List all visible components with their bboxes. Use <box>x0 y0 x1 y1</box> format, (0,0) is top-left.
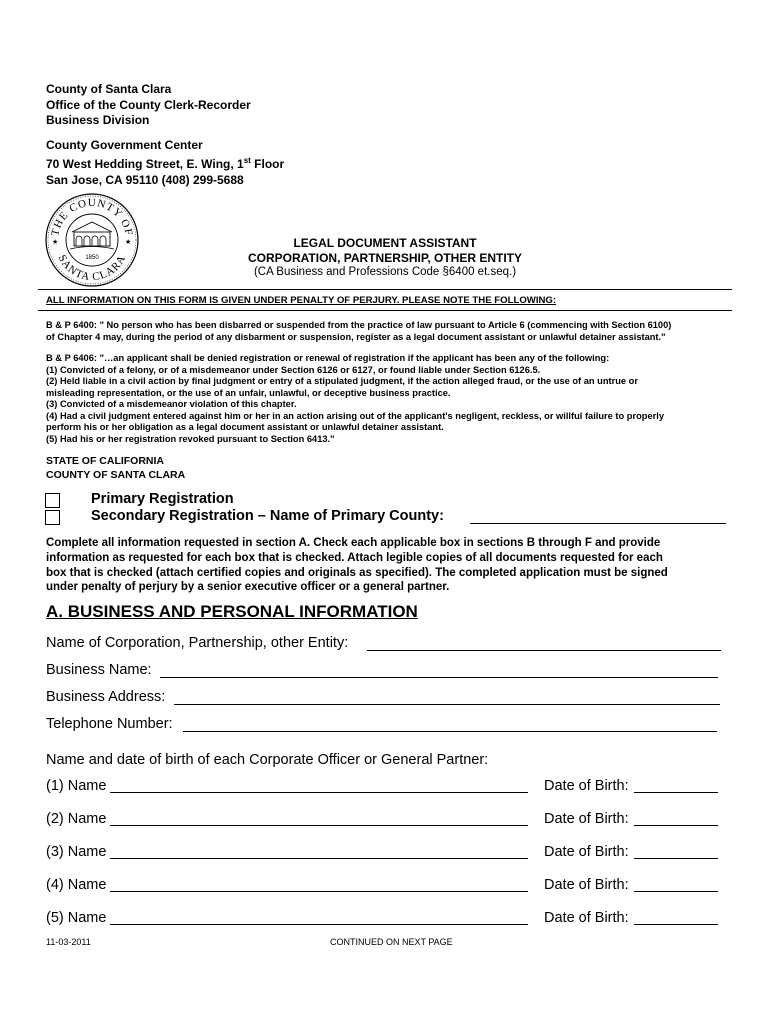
officer-dob-input[interactable] <box>634 924 718 925</box>
divider-top <box>38 289 732 290</box>
officer-dob-label: Date of Birth: <box>544 778 629 794</box>
business-address-label: Business Address: <box>46 689 166 705</box>
officer-name-input[interactable] <box>110 858 528 859</box>
section-a-title: BUSINESS AND PERSONAL INFORMATION <box>63 602 418 621</box>
county-name: County of Santa Clara <box>46 82 172 96</box>
section-a-letter: A. <box>46 602 63 621</box>
state-label: STATE OF CALIFORNIA <box>46 455 165 467</box>
telephone-label: Telephone Number: <box>46 716 173 732</box>
office-address-block <box>46 82 284 188</box>
officer-row <box>0 843 770 873</box>
seal-top-text: THE COUNTY OF <box>49 196 135 238</box>
corp-name-input[interactable] <box>367 650 721 651</box>
officer-name-input[interactable] <box>110 891 528 892</box>
officer-row <box>0 909 770 939</box>
code-reference: (CA Business and Professions Code §6400 et.seq.) <box>253 266 517 278</box>
officer-name-label: (2) Name <box>46 811 107 827</box>
business-name-label: Business Name: <box>46 662 152 678</box>
form-title-line2: CORPORATION, PARTNERSHIP, OTHER ENTITY <box>247 251 523 265</box>
officer-dob-label: Date of Birth: <box>544 844 629 860</box>
officer-name-label: (4) Name <box>46 877 107 893</box>
officer-dob-input[interactable] <box>634 792 718 793</box>
officer-name-input[interactable] <box>110 924 528 925</box>
officer-dob-label: Date of Birth: <box>544 811 629 827</box>
officer-name-input[interactable] <box>110 792 528 793</box>
officer-row <box>0 777 770 807</box>
division-name: Business Division <box>46 113 150 127</box>
svg-text:★: ★ <box>125 239 132 246</box>
continued-notice: CONTINUED ON NEXT PAGE <box>330 937 453 947</box>
secondary-registration-label: Secondary Registration – Name of Primary County: <box>91 508 444 524</box>
section-a-heading <box>46 602 418 622</box>
officer-name-input[interactable] <box>110 825 528 826</box>
office-name: Office of the County Clerk-Recorder <box>46 97 251 112</box>
secondary-registration-checkbox[interactable] <box>45 510 60 525</box>
center-name: County Government Center <box>46 137 203 152</box>
officer-row <box>0 810 770 840</box>
officer-dob-label: Date of Birth: <box>544 910 629 926</box>
form-revision-date: 11-03-2011 <box>46 937 91 947</box>
officer-dob-input[interactable] <box>634 858 718 859</box>
seal-bottom-text: SANTA CLARA <box>55 252 129 284</box>
svg-text:THE COUNTY OF <box>49 197 135 237</box>
bp6406-text: B & P 6406: "…an applicant shall be denied registration or renewal of registration if the applicant has been any of the following: (1) Convicted of a felony, or of a misdemeanor under Section 6126 or 6127, or found liable under Section 6126.5. (2) Held liable in a civil action by final judgment or entry of a stipulated judgment, if the action alleged fraud, or the use of an untrue or misleading representation, or the use of an unfair, unlawful, or deceptive business practice. (3) Convicted of a misdemeanor violation of this chapter. (4) Had a civil judgment entered against him or her in an action arising out of the applicant's negligent, reckless, or willful failure to properly perform his or her obligation as a legal document assistant or unlawful detainer assistant. (5) Had his or her registration revoked pursuant to Section 6413." <box>46 353 664 444</box>
seal-year: 1850 <box>85 255 99 261</box>
business-name-input[interactable] <box>160 677 718 678</box>
telephone-input[interactable] <box>183 731 717 732</box>
officer-row <box>0 876 770 906</box>
primary-registration-checkbox[interactable] <box>45 493 60 508</box>
street-address: 70 West Hedding Street, E. Wing, 1st Floor <box>46 156 285 171</box>
svg-text:★: ★ <box>52 239 59 246</box>
form-title <box>0 236 770 266</box>
officer-name-label: (1) Name <box>46 778 107 794</box>
city-phone: San Jose, CA 95110 (408) 299-5688 <box>46 172 244 187</box>
officer-dob-input[interactable] <box>634 891 718 892</box>
officer-dob-input[interactable] <box>634 825 718 826</box>
officer-name-label: (5) Name <box>46 910 107 926</box>
officer-name-label: (3) Name <box>46 844 107 860</box>
corp-name-label: Name of Corporation, Partnership, other Entity: <box>46 635 349 651</box>
business-address-input[interactable] <box>174 704 720 705</box>
perjury-notice: ALL INFORMATION ON THIS FORM IS GIVEN UNDER PENALTY OF PERJURY. PLEASE NOTE THE FOLLOWING: <box>46 295 557 306</box>
instructions: Complete all information requested in section A. Check each applicable box in sections B through F and provide information as requested for each box that is checked. Attach legible copies of all documents requested for each box that is checked (attach certified copies and originals as specified). The completed application must be signed under penalty of perjury by a senior executive officer or a general partner. <box>46 537 668 594</box>
jurisdiction <box>46 455 185 482</box>
form-title-line1: LEGAL DOCUMENT ASSISTANT <box>293 236 477 250</box>
primary-county-input[interactable] <box>470 523 726 524</box>
officers-intro: Name and date of birth of each Corporate Officer or General Partner: <box>46 752 489 768</box>
divider-bottom <box>38 310 732 311</box>
officer-dob-label: Date of Birth: <box>544 877 629 893</box>
bp6400-text: B & P 6400: " No person who has been disbarred or suspended from the practice of law pursuant to Article 6 (commencing with Section 6100) of Chapter 4 may, during the period of any disbarment or suspension, register as a legal document assistant or unlawful detainer assistant." <box>46 320 672 342</box>
county-label: COUNTY OF SANTA CLARA <box>46 468 186 481</box>
primary-registration-label: Primary Registration <box>91 491 234 507</box>
